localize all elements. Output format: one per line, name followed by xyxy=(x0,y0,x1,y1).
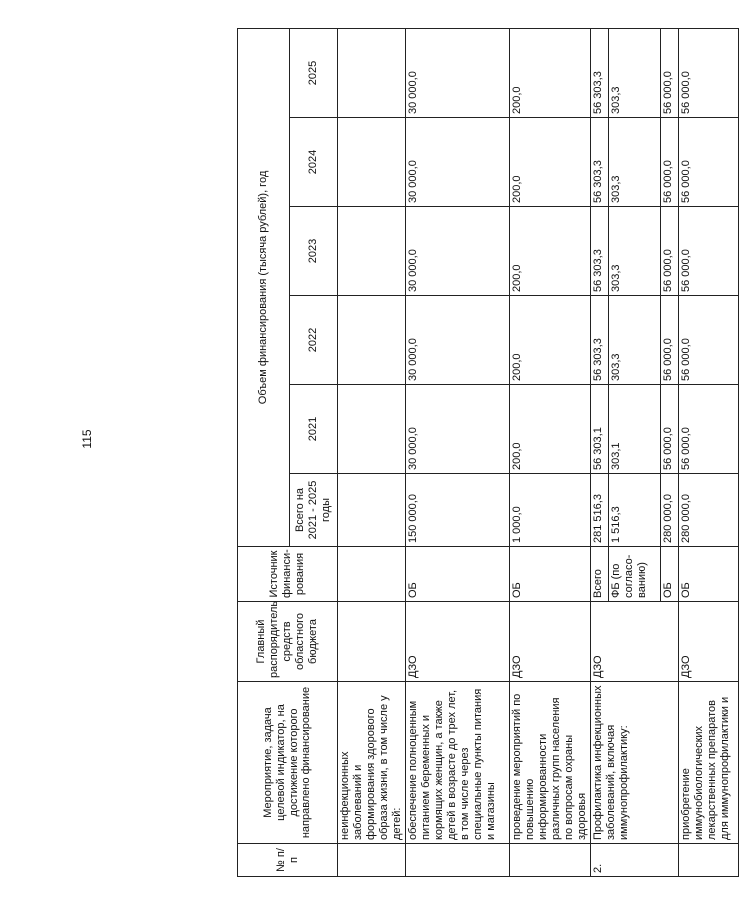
row-value xyxy=(338,118,406,207)
row-measure: неинфекционных заболеваний и формирования здорового образа жизни, в том числе у детей: xyxy=(338,682,406,844)
row-value: 56 303,3 xyxy=(590,28,608,117)
row-value: 303,3 xyxy=(608,207,660,296)
row-total: 1 516,3 xyxy=(608,474,660,547)
row-value: 303,3 xyxy=(608,28,660,117)
row-value: 56 000,0 xyxy=(678,28,738,117)
row-value xyxy=(338,207,406,296)
header-year: 2022 xyxy=(290,296,338,385)
row-value: 56 000,0 xyxy=(678,296,738,385)
row-value: 56 000,0 xyxy=(660,207,678,296)
row-num xyxy=(338,844,406,877)
row-value: 56 000,0 xyxy=(660,296,678,385)
header-year: 2021 xyxy=(290,385,338,474)
row-value: 303,3 xyxy=(608,296,660,385)
row-measure: проведение мероприятий по повышению информированности различных групп населения по вопросам охраны здоровья xyxy=(509,682,590,844)
row-value: 303,3 xyxy=(608,118,660,207)
header-manager: Главный распорядитель средств областного бюджета xyxy=(238,602,338,682)
row-value: 56 000,0 xyxy=(678,118,738,207)
row-value xyxy=(338,28,406,117)
row-source: ОБ xyxy=(405,547,509,602)
row-manager: ДЗО xyxy=(590,602,678,682)
header-source: Источник финанси-рования xyxy=(238,547,338,602)
header-total: Всего на 2021 - 2025 годы xyxy=(290,474,338,547)
row-value: 30 000,0 xyxy=(405,385,509,474)
row-value: 56 000,0 xyxy=(678,385,738,474)
row-total: 280 000,0 xyxy=(660,474,678,547)
header-measure: Мероприятие, задача целевой индикатор, на достижение которого направлено финансирование xyxy=(238,682,338,844)
table-row xyxy=(590,28,608,876)
row-measure: приобретение иммунобиологических лекарственных препаратов для иммунопрофилактики и xyxy=(678,682,738,844)
row-value: 200,0 xyxy=(509,207,590,296)
row-value: 56 303,3 xyxy=(590,207,608,296)
row-measure: обеспечение полноценным питанием беременных и кормящих женщин, а также детей в возрасте до трех лет, в том числе через специальные пункты питания и магазины xyxy=(405,682,509,844)
row-value: 56 000,0 xyxy=(660,118,678,207)
row-value: 56 303,3 xyxy=(590,296,608,385)
header-year: 2025 xyxy=(290,28,338,117)
row-manager: ДЗО xyxy=(678,602,738,682)
row-value: 56 000,0 xyxy=(660,28,678,117)
row-manager: ДЗО xyxy=(509,602,590,682)
table-row xyxy=(405,28,509,876)
row-total: 280 000,0 xyxy=(678,474,738,547)
row-value: 56 303,1 xyxy=(590,385,608,474)
row-total xyxy=(338,474,406,547)
row-total: 1 000,0 xyxy=(509,474,590,547)
row-value: 30 000,0 xyxy=(405,118,509,207)
header-num: № п/п xyxy=(238,844,338,877)
row-source xyxy=(338,547,406,602)
table-row xyxy=(338,28,406,876)
row-value xyxy=(338,385,406,474)
funding-table-sheet xyxy=(237,29,731,877)
row-manager: ДЗО xyxy=(405,602,509,682)
table-row xyxy=(509,28,590,876)
row-value: 56 000,0 xyxy=(678,207,738,296)
header-funding-group: Объем финансирования (тысяча рублей), год xyxy=(238,28,290,546)
row-source: ФБ (по согласо-ванию) xyxy=(608,547,660,602)
row-num: 2. xyxy=(590,844,678,877)
row-measure: Профилактика инфекционных заболеваний, включая иммунопрофилактику: xyxy=(590,682,678,844)
header-year: 2024 xyxy=(290,118,338,207)
row-value: 56 000,0 xyxy=(660,385,678,474)
row-total: 150 000,0 xyxy=(405,474,509,547)
page-number: 115 xyxy=(80,429,94,449)
row-value: 200,0 xyxy=(509,296,590,385)
row-source: ОБ xyxy=(660,547,678,602)
row-value: 56 303,3 xyxy=(590,118,608,207)
row-num xyxy=(678,844,738,877)
row-manager xyxy=(338,602,406,682)
row-source: ОБ xyxy=(509,547,590,602)
funding-table xyxy=(237,28,739,877)
row-value xyxy=(338,296,406,385)
row-value: 200,0 xyxy=(509,28,590,117)
row-value: 30 000,0 xyxy=(405,296,509,385)
row-source: Всего xyxy=(590,547,608,602)
row-value: 200,0 xyxy=(509,118,590,207)
row-value: 200,0 xyxy=(509,385,590,474)
header-year: 2023 xyxy=(290,207,338,296)
row-source: ОБ xyxy=(678,547,738,602)
table-row xyxy=(678,28,738,876)
row-value: 303,1 xyxy=(608,385,660,474)
row-total: 281 516,3 xyxy=(590,474,608,547)
row-value: 30 000,0 xyxy=(405,207,509,296)
row-num xyxy=(405,844,509,877)
row-num xyxy=(509,844,590,877)
row-value: 30 000,0 xyxy=(405,28,509,117)
